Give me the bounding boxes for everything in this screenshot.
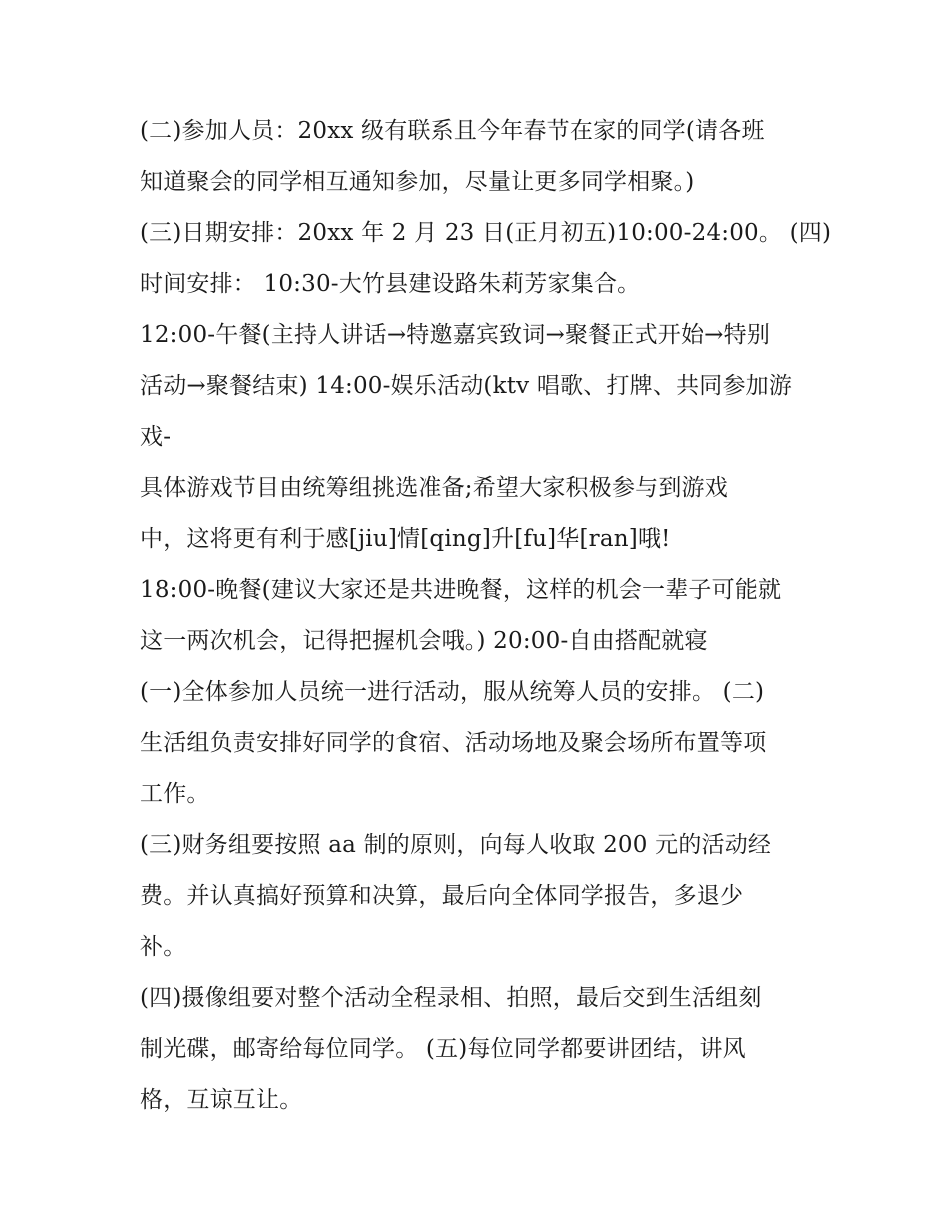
text-line-16: 费。并认真搞好预算和决算，最后向全体同学报告，多退少 xyxy=(140,883,744,909)
text-line-13: 生活组负责安排好同学的食宿、活动场地及聚会场所布置等项 xyxy=(140,730,767,756)
text-line-18: (四)摄像组要对整个活动全程录相、拍照，最后交到生活组刻 xyxy=(140,985,762,1011)
text-line-10: 18:00-晚餐(建议大家还是共进晚餐，这样的机会一辈子可能就 xyxy=(140,577,782,603)
text-line-11: 这一两次机会，记得把握机会哦。) 20:00-自由搭配就寝 xyxy=(140,628,708,654)
text-line-8: 具体游戏节目由统筹组挑选准备;希望大家积极参与到游戏 xyxy=(140,475,728,501)
text-line-4: 时间安排： 10:30-大竹县建设路朱莉芳家集合。 xyxy=(140,271,641,297)
text-line-1: (二)参加人员：20xx 级有联系且今年春节在家的同学(请各班 xyxy=(140,118,765,144)
text-line-2: 知道聚会的同学相互通知参加，尽量让更多同学相聚。) xyxy=(140,169,695,195)
text-line-14: 工作。 xyxy=(140,781,210,807)
text-line-6: 活动→聚餐结束) 14:00-娱乐活动(ktv 唱歌、打牌、共同参加游 xyxy=(140,373,793,399)
text-line-3: (三)日期安排：20xx 年 2 月 23 日(正月初五)10:00-24:00。 (四) xyxy=(140,220,832,246)
text-line-19: 制光碟，邮寄给每位同学。 (五)每位同学都要讲团结，讲风 xyxy=(140,1036,746,1062)
text-line-5: 12:00-午餐(主持人讲话→特邀嘉宾致词→聚餐正式开始→特别 xyxy=(140,322,771,348)
text-line-20: 格，互谅互让。 xyxy=(140,1087,303,1113)
text-line-9: 中，这将更有利于感[jiu]情[qing]升[fu]华[ran]哦! xyxy=(140,526,671,552)
text-line-12: (一)全体参加人员统一进行活动，服从统筹人员的安排。 (二) xyxy=(140,679,765,705)
document-body xyxy=(140,106,830,1126)
text-line-7: 戏- xyxy=(140,424,172,450)
text-line-15: (三)财务组要按照 aa 制的原则，向每人收取 200 元的活动经 xyxy=(140,832,772,858)
text-line-17: 补。 xyxy=(140,934,187,960)
